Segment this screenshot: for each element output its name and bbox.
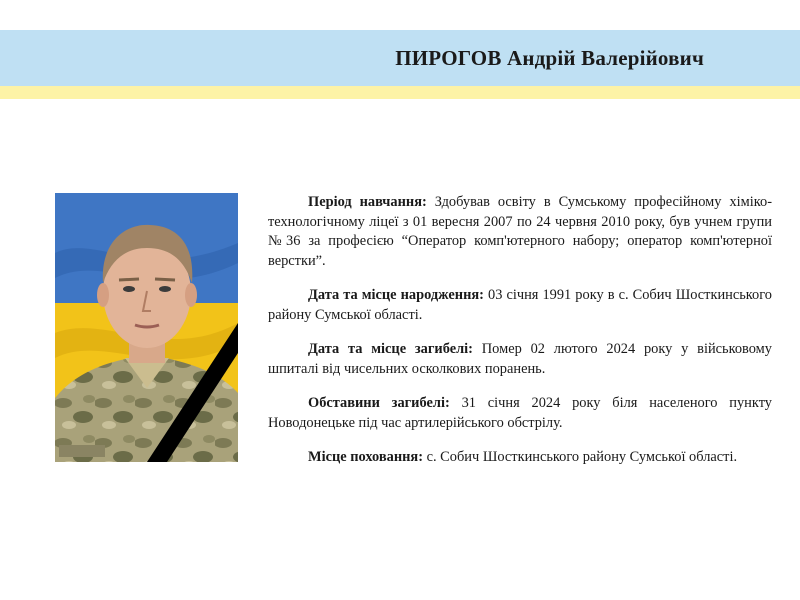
memorial-photo (55, 193, 238, 462)
bio-circumstances: Обставини загибелі: 31 січня 2024 року біля населеного пункту Новодонецьке під час артилерійського обстрілу. (268, 395, 772, 431)
bio-burial: Місце поховання: с. Собич Шосткинського району Сумської області. (308, 449, 738, 465)
header-band-yellow (0, 86, 800, 99)
portrait-image (55, 193, 238, 462)
bio-birth: Дата та місце народження: 03 січня 1991 року в с. Собич Шосткинського району Сумської області. (268, 287, 772, 323)
bio-section (268, 193, 772, 483)
bio-death: Дата та місце загибелі: Помер 02 лютого 2024 року у військовому шпиталі від чисельних осколкових поранень. (268, 341, 772, 377)
bio-study: Період навчання: Здобував освіту в Сумському професійному хіміко-технологічному ліцеї з 01 вересня 2007 по 24 червня 2010 року, був учнем групи №36 за професією “Оператор комп'ютерного набору; оператор комп'ютерної верстки”. (268, 194, 772, 269)
page-title: ПИРОГОВ Андрій Валерійович (395, 45, 704, 70)
